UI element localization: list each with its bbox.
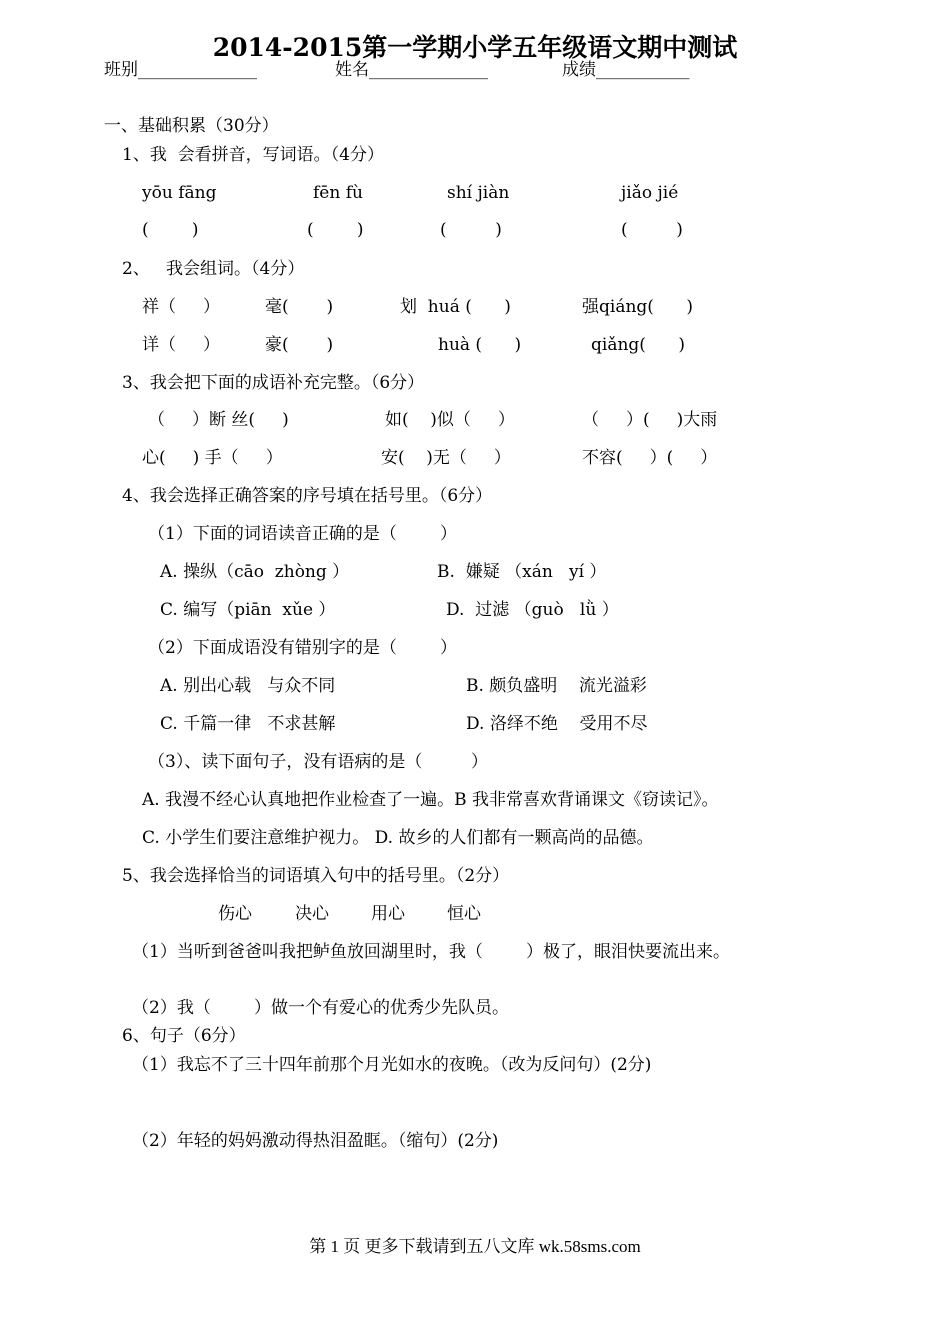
q1-pinyin-3: shí jiàn [447, 183, 510, 203]
q5-sentence-2: （2）我（ ）做一个有爱心的优秀少先队员。 [132, 998, 510, 1018]
q3-idiom: 不容( ）( ） [582, 448, 718, 468]
q1-blank-1: ( ) [142, 220, 199, 240]
q4-sub3-options-cd: C. 小学生们要注意维护视力。 D. 故乡的人们都有一颗高尚的品德。 [142, 828, 654, 848]
q5-prompt: 5、我会选择恰当的词语填入句中的括号里。（2分） [122, 866, 510, 886]
q5-word: 决心 [295, 904, 329, 924]
q4-sub1-option-a: A. 操纵（cāo zhòng ） [160, 562, 350, 582]
q3-idiom: 如( )似（ ） [385, 410, 515, 430]
q2-item: 毫( ) [265, 297, 334, 317]
section-heading: 一、基础积累（30分） [104, 116, 279, 136]
q3-idiom: 心( ) 手（ ） [142, 448, 283, 468]
q4-sub2-option-c: C. 千篇一律 不求甚解 [160, 714, 336, 734]
name-field: 姓名______________ [335, 60, 488, 80]
q1-blank-3: ( ) [440, 220, 502, 240]
q2-item: huà ( ) [438, 335, 522, 355]
q4-sub2-option-b: B. 颇负盛明 流光溢彩 [466, 676, 647, 696]
q4-sub1-option-c: C. 编写（piān xǔe ） [160, 600, 336, 620]
q3-idiom: 安( )无（ ） [381, 448, 511, 468]
q1-blank-4: ( ) [621, 220, 683, 240]
score-field: 成绩___________ [562, 60, 690, 80]
page-footer: 第 1 页 更多下载请到五八文库 wk.58sms.com [309, 1237, 641, 1256]
q2-item: 详（ ） [142, 335, 221, 355]
q2-item: 划 huá ( ) [400, 297, 511, 317]
q2-item: qiǎng( ) [591, 335, 685, 355]
page-title: 2014-2015第一学期小学五年级语文期中测试 [212, 33, 738, 62]
q4-sub3-stem: （3）、读下面句子，没有语病的是（ ） [148, 752, 488, 772]
q1-prompt: 1、我 会看拼音，写词语。（4分） [122, 145, 384, 165]
q2-item: 豪( ) [265, 335, 334, 355]
q6-sentence-2: （2）年轻的妈妈激动得热泪盈眶。（缩句）(2分) [132, 1131, 499, 1151]
q3-prompt: 3、我会把下面的成语补充完整。（6分） [122, 373, 425, 393]
q4-sub2-option-d: D. 洛绎不绝 受用不尽 [466, 714, 648, 734]
q4-sub1-option-d: D. 过滤 （guò lǜ ） [446, 600, 619, 620]
q2-item: 祥（ ） [142, 297, 221, 317]
q4-sub2-option-a: A. 别出心载 与众不同 [160, 676, 336, 696]
q5-word: 伤心 [218, 904, 252, 924]
q6-sentence-1: （1）我忘不了三十四年前那个月光如水的夜晚。（改为反问句）(2分) [132, 1055, 652, 1075]
q3-idiom: （ ）断 丝( ) [148, 410, 289, 430]
q6-prompt: 6、句子（6分） [122, 1026, 246, 1046]
q4-sub1-option-b: B. 嫌疑 （xán yí ） [437, 562, 607, 582]
class-field: 班别______________ [104, 60, 257, 80]
q4-sub2-stem: （2）下面成语没有错别字的是（ ） [148, 638, 458, 658]
q4-sub1-stem: （1）下面的词语读音正确的是（ ） [148, 524, 458, 544]
q1-pinyin-4: jiǎo jié [621, 183, 679, 203]
q4-sub3-options-ab: A. 我漫不经心认真地把作业检查了一遍。B 我非常喜欢背诵课文《窃读记》。 [142, 790, 719, 810]
q1-pinyin-1: yōu fāng [142, 183, 217, 203]
q1-blank-2: ( ) [307, 220, 364, 240]
q2-prompt: 2、 我会组词。（4分） [122, 259, 305, 279]
q2-item: 强qiáng( ) [582, 297, 693, 317]
q5-word: 用心 [371, 904, 405, 924]
q4-prompt: 4、我会选择正确答案的序号填在括号里。（6分） [122, 486, 493, 506]
q5-sentence-1: （1）当听到爸爸叫我把鲈鱼放回湖里时，我（ ）极了，眼泪快要流出来。 [132, 942, 731, 962]
q1-pinyin-2: fēn fù [313, 183, 363, 203]
q3-idiom: （ ）( )大雨 [582, 410, 718, 430]
q5-word: 恒心 [447, 904, 481, 924]
